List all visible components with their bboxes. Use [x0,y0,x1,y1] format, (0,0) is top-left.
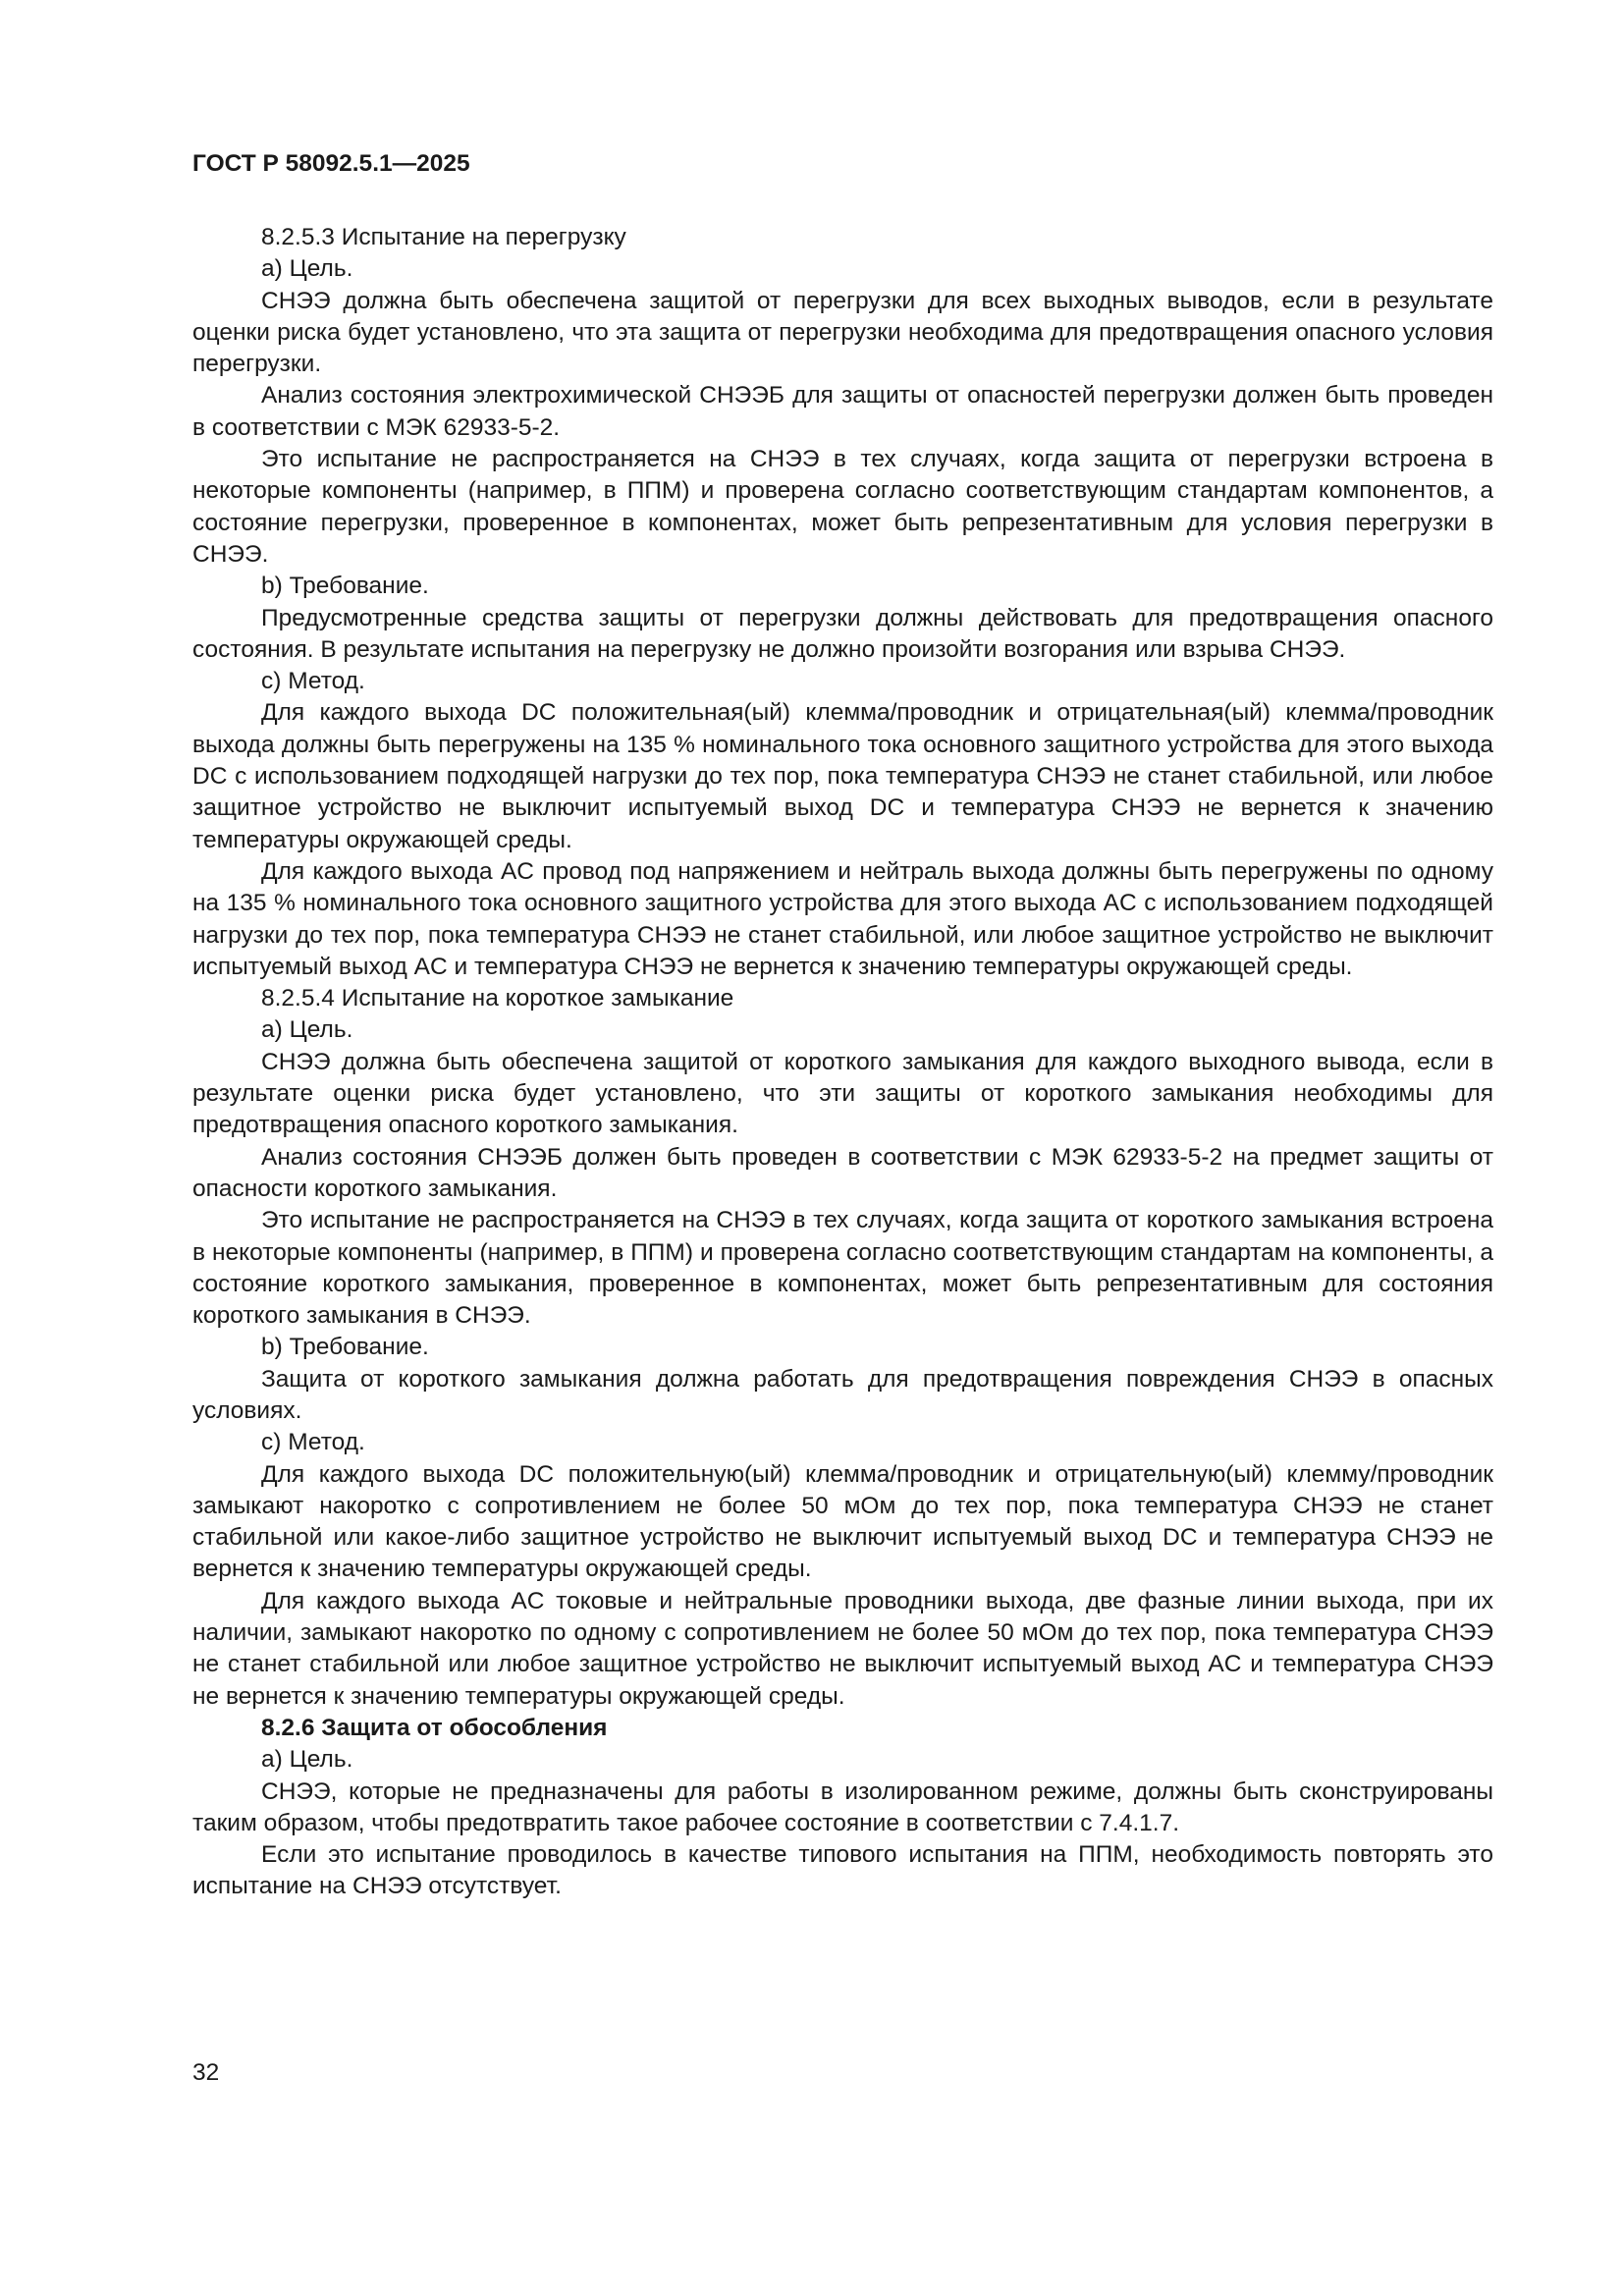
page-number: 32 [192,2059,220,2086]
body-paragraph: Анализ состояния электрохимической СНЭЭБ для защиты от опасностей перегрузки должен быть проведен в соответствии с МЭК 62933-5-2. [192,382,1493,441]
body-paragraph: Это испытание не распространяется на СНЭЭ в тех случаях, когда защита от короткого замыкания встроена в некоторые компоненты (например, в ППМ) и проверена согласно соответствующим стандартам на компоненты, а состояние короткого замыкания, проверенное в компонентах, может быть репрезентативным для состояния короткого замыкания в СНЭЭ. [192,1207,1493,1330]
body-paragraph: Это испытание не распространяется на СНЭЭ в тех случаях, когда защита от перегрузки встроена в некоторые компоненты (например, в ППМ) и проверена согласно соответствующим стандартам компонентов, а состояние перегрузки, проверенное в компонентах, может быть репрезентативным для условия перегрузки в СНЭЭ. [192,446,1493,568]
section-heading-8-2-5-3: 8.2.5.3 Испытание на перегрузку [261,224,626,250]
document-body [192,222,1493,1903]
list-item-a-purpose: а) Цель. [261,1746,353,1774]
body-paragraph: Для каждого выхода AC провод под напряжением и нейтраль выхода должны быть перегружены по одному на 135 % номинального тока основного защитного устройства для этого выхода AC с использованием подходящей нагрузки до тех пор, пока температура СНЭЭ не станет стабильной, или любое защитное устройство не выключит испытуемый выход AC и температура СНЭЭ не вернется к значению температуры окружающей среды. [192,857,1493,980]
body-paragraph: СНЭЭ должна быть обеспечена защитой от перегрузки для всех выходных выводов, если в результате оценки риска будет установлено, что эта защита от перегрузки необходима для предотвращения опасного условия перегрузки. [192,287,1493,378]
list-item-c-method: с) Метод. [261,1429,365,1456]
body-paragraph: Предусмотренные средства защиты от перегрузки должны действовать для предотвращения опасного состояния. В результате испытания на перегрузку не должно произойти возгорания или взрыва СНЭЭ. [192,604,1493,663]
list-item-b-requirement: b) Требование. [261,573,429,600]
body-paragraph: Анализ состояния СНЭЭБ должен быть проведен в соответствии с МЭК 62933-5-2 на предмет защиты от опасности короткого замыкания. [192,1143,1493,1202]
body-paragraph: СНЭЭ должна быть обеспечена защитой от короткого замыкания для каждого выходного вывода, если в результате оценки риска будет установлено, что эти защиты от короткого замыкания необходимы для предотвращения опасного короткого замыкания. [192,1048,1493,1139]
section-heading-8-2-5-4: 8.2.5.4 Испытание на короткое замыкание [261,985,734,1012]
body-paragraph: СНЭЭ, которые не предназначены для работы в изолированном режиме, должны быть сконструированы таким образом, чтобы предотвратить такое рабочее состояние в соответствии с 7.4.1.7. [192,1777,1493,1836]
list-item-a-purpose: а) Цель. [261,255,353,283]
body-paragraph: Для каждого выхода DC положительную(ый) клемма/проводник и отрицательную(ый) клемму/проводник замыкают накоротко с сопротивлением не более 50 мОм до тех пор, пока температура СНЭЭ не станет стабильной или какое-либо защитное устройство не выключит испытуемый выход DC и температура СНЭЭ не вернется к значению температуры окружающей среды. [192,1460,1493,1583]
document-header: ГОСТ Р 58092.5.1—2025 [192,150,470,177]
body-paragraph: Если это испытание проводилось в качестве типового испытания на ППМ, необходимость повторять это испытание на СНЭЭ отсутствует. [192,1841,1493,1900]
list-item-c-method: с) Метод. [261,668,365,695]
body-paragraph: Защита от короткого замыкания должна работать для предотвращения повреждения СНЭЭ в опасных условиях. [192,1365,1493,1424]
body-paragraph: Для каждого выхода DC положительная(ый) клемма/проводник и отрицательная(ый) клемма/проводник выхода должны быть перегружены на 135 % номинального тока основного защитного устройства для этого выхода DC с использованием подходящей нагрузки до тех пор, пока температура СНЭЭ не станет стабильной, или любое защитное устройство не выключит испытуемый выход DC и температура СНЭЭ не вернется к значению температуры окружающей среды. [192,699,1493,853]
body-paragraph: Для каждого выхода AC токовые и нейтральные проводники выхода, две фазные линии выхода, при их наличии, замыкают накоротко по одному с сопротивлением не более 50 мОм до тех пор, пока температура СНЭЭ не станет стабильной или любое защитное устройство не выключит испытуемый выход AC и температура СНЭЭ не вернется к значению температуры окружающей среды. [192,1587,1493,1710]
list-item-a-purpose: а) Цель. [261,1016,353,1044]
section-heading-8-2-6: 8.2.6 Защита от обособления [261,1714,608,1741]
list-item-b-requirement: b) Требование. [261,1334,429,1361]
